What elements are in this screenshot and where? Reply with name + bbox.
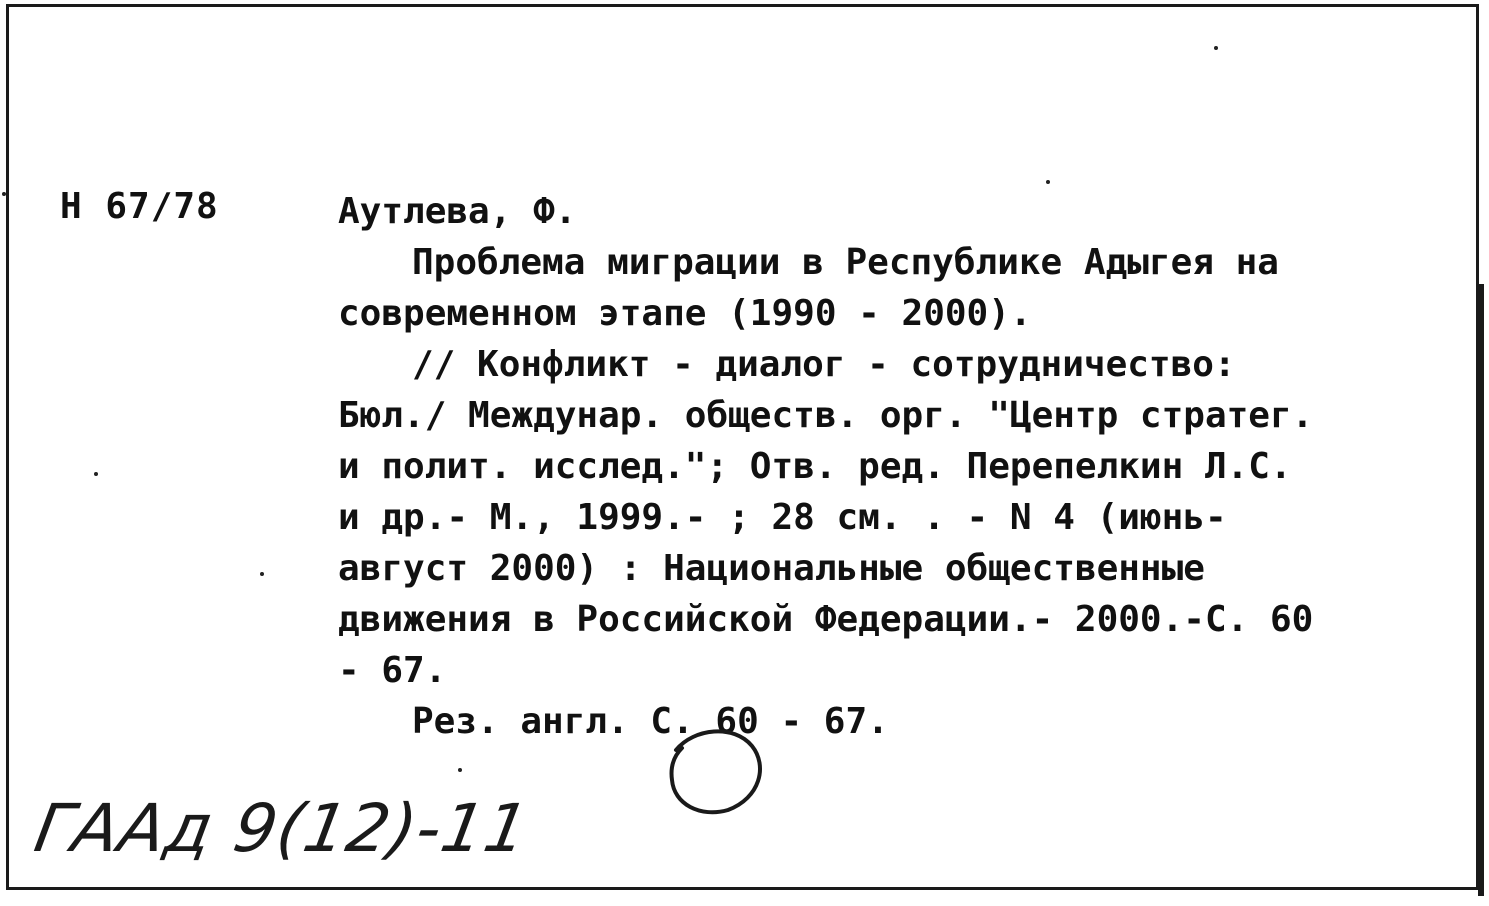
bibliographic-entry — [338, 186, 1438, 747]
source-line: - 67. — [338, 650, 447, 691]
author-heading: Аутлева, Ф. — [338, 191, 577, 232]
source-line: Бюл./ Междунар. обществ. орг. "Центр стратег. — [338, 395, 1314, 436]
scan-speck — [1046, 180, 1050, 184]
scan-speck — [94, 472, 98, 476]
handwritten-archive-code: ГААд 9(12)-11 — [29, 790, 535, 867]
title-line: Проблема миграции в Республике Адыгея на — [412, 242, 1279, 283]
source-line: и полит. исслед."; Отв. ред. Перепелкин Л.С. — [338, 446, 1292, 487]
scan-speck — [458, 768, 462, 772]
source-line: движения в Российской Федерации.- 2000.-С. 60 — [338, 599, 1314, 640]
card-edge-shadow — [1478, 284, 1484, 896]
source-line: и др.- М., 1999.- ; 28 см. . - N 4 (июнь- — [338, 497, 1227, 538]
circle-mark — [664, 720, 774, 820]
shelf-mark: Н 67/78 — [60, 186, 219, 227]
scan-speck — [2, 192, 6, 196]
scan-speck — [1214, 46, 1218, 50]
summary-note: Рез. англ. С. 60 - 67. — [412, 701, 889, 742]
source-line: август 2000) : Национальные общественные — [338, 548, 1205, 589]
title-line: современном этапе (1990 - 2000). — [338, 293, 1032, 334]
scan-speck — [260, 572, 264, 576]
source-line: // Конфликт - диалог - сотрудничество: — [412, 344, 1236, 385]
